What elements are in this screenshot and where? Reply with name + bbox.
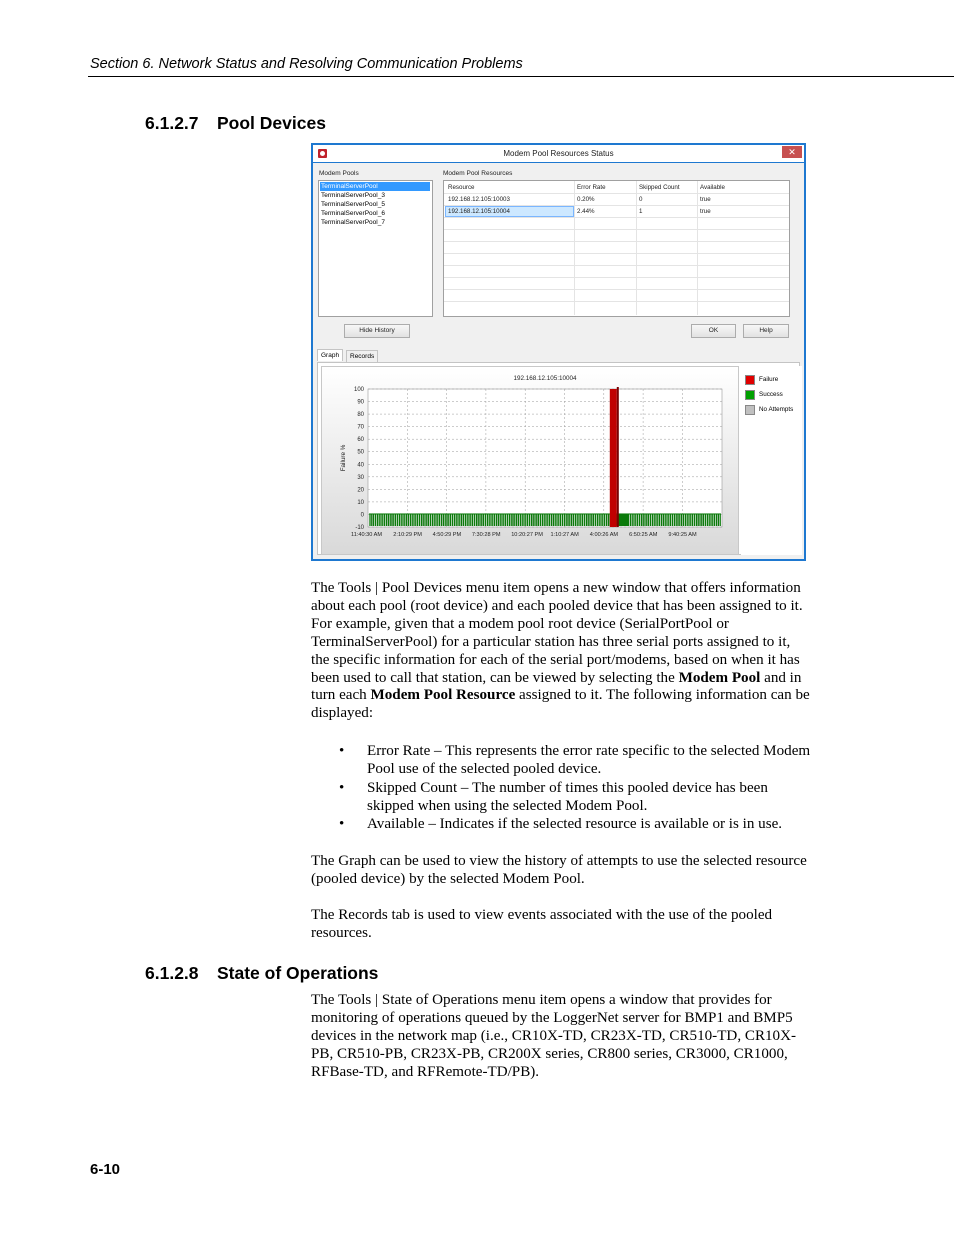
- resources-grid[interactable]: [443, 180, 790, 317]
- text-run: and in turn each: [311, 669, 802, 704]
- table-cell[interactable]: 0: [639, 196, 643, 203]
- ok-button[interactable]: OK: [691, 324, 736, 338]
- text-run: assigned to it. The following information can be displayed:: [311, 687, 810, 722]
- legend-label: No Attempts: [759, 406, 794, 413]
- pool-devices-description: [311, 580, 811, 723]
- section-number: 6.1.2.8: [145, 963, 199, 983]
- x-tick-label: 1:10:27 AM: [550, 532, 579, 538]
- y-tick-label: 100: [353, 387, 364, 393]
- x-tick-label: 9:40:25 AM: [668, 532, 697, 538]
- x-tick-label: 6:50:25 AM: [629, 532, 658, 538]
- legend-swatch: [745, 390, 755, 400]
- x-tick-label: 4:50:29 PM: [432, 532, 462, 538]
- legend-label: Failure: [759, 376, 779, 383]
- modem-pool-resources-window: [311, 143, 806, 561]
- y-axis-label: Failure %: [340, 444, 347, 472]
- state-of-operations-description: The Tools | State of Operations menu item opens a window that provides for monitoring of operations queued by the LoggerNet server for BMP1 and BMP5 devices in the network map (i.e., CR10X-TD, CR23X-TD, CR510-TD, CR10X-PB, CR510-PB, CR23X-PB, CR200X series, CR800 series, CR3000, CR1000, RFBase-TD, and RFRemote-TD/PB).: [311, 992, 797, 1080]
- graph-description: The Graph can be used to view the history of attempts to use the selected resource (pooled device) by the selected Modem Pool.: [311, 853, 807, 887]
- table-cell[interactable]: 2.44%: [577, 208, 595, 215]
- column-header-error-rate[interactable]: Error Rate: [577, 184, 606, 191]
- legend-swatch: [745, 375, 755, 385]
- section-title: State of Operations: [217, 963, 379, 983]
- table-cell[interactable]: 192.168.12.105:10004: [448, 208, 510, 215]
- records-description: The Records tab is used to view events associated with the use of the pooled resources.: [311, 907, 773, 941]
- bullet-text: Error Rate – This represents the error rate specific to the selected Modem Pool use of the selected pooled device.: [367, 743, 811, 778]
- bullet-item-error-rate: [311, 742, 811, 779]
- x-tick-label: 10:20:27 PM: [511, 532, 543, 538]
- modem-pool-item[interactable]: TerminalServerPool: [320, 182, 430, 191]
- window-title: Modem Pool Resources Status: [503, 149, 614, 158]
- graph-tab-pane: [317, 362, 800, 555]
- chart-title: 192.168.12.105:10004: [513, 375, 577, 382]
- history-chart: [321, 366, 739, 555]
- modem-pool-item[interactable]: TerminalServerPool_3: [321, 192, 385, 199]
- x-tick-label: 2:10:29 PM: [393, 532, 422, 538]
- info-bullet-list: [311, 742, 811, 833]
- bullet-item-skipped-count: [311, 779, 811, 816]
- plot-area: [368, 389, 722, 527]
- help-button[interactable]: Help: [743, 324, 789, 338]
- y-tick-label: 10: [357, 499, 364, 506]
- bullet-item-available: [311, 815, 811, 833]
- column-header-available[interactable]: Available: [700, 184, 725, 191]
- column-header-skipped-count[interactable]: Skipped Count: [639, 184, 680, 191]
- hide-history-button[interactable]: Hide History: [344, 324, 410, 338]
- section-number: 6.1.2.7: [145, 113, 199, 133]
- modem-pools-list[interactable]: [318, 180, 433, 317]
- section-heading-pool-devices: [145, 113, 326, 134]
- y-tick-label: 50: [357, 449, 364, 456]
- section-title: Pool Devices: [217, 113, 326, 133]
- column-header-resource[interactable]: Resource: [448, 184, 475, 191]
- failure-bar-side: [617, 387, 619, 527]
- x-tick-label: 4:00:26 AM: [589, 532, 619, 538]
- y-tick-label: 20: [357, 487, 364, 494]
- text-run: The Tools | Pool Devices menu item opens a new window that offers information about each pool (root device) and each pooled device that has been assigned to it. For example, given that a modem pool root device (SerialPortPool or TerminalServerPool) for a particular station has three serial ports assigned to it, the specific information for each of the serial port/modems, based on when it has been used to call that station, can be viewed by selecting the: [311, 580, 803, 686]
- x-tick-label: 7:30:28 PM: [471, 532, 501, 538]
- y-tick-label: 70: [357, 424, 364, 431]
- legend-swatch: [745, 405, 755, 415]
- table-cell[interactable]: true: [700, 208, 711, 215]
- y-tick-label: 60: [357, 437, 364, 444]
- y-tick-label: -10: [355, 525, 364, 531]
- modem-pool-item[interactable]: TerminalServerPool_6: [321, 210, 385, 217]
- bullet-icon: •: [339, 743, 345, 759]
- window-titlebar: [313, 145, 804, 162]
- modem-pool-resources-label: Modem Pool Resources: [443, 170, 513, 177]
- table-cell[interactable]: 0.20%: [577, 196, 595, 203]
- running-header: Section 6. Network Status and Resolving Communication Problems: [90, 56, 523, 72]
- y-tick-label: 30: [357, 474, 364, 481]
- success-band: [369, 513, 721, 526]
- bullet-icon: •: [339, 816, 345, 833]
- chart-legend: [741, 366, 802, 555]
- bullet-text: Available – Indicates if the selected resource is available or is in use.: [367, 816, 783, 833]
- bullet-text: Skipped Count – The number of times this pooled device has been skipped when using the selected Modem Pool.: [367, 779, 768, 814]
- table-cell[interactable]: true: [700, 196, 711, 203]
- table-cell[interactable]: 192.168.12.105:10003: [448, 196, 510, 203]
- x-tick-label: 11:40:30 AM: [351, 532, 382, 538]
- failure-bar: [610, 389, 617, 527]
- close-button[interactable]: ✕: [782, 146, 802, 158]
- table-cell[interactable]: 1: [639, 208, 643, 215]
- y-tick-label: 80: [357, 412, 364, 419]
- header-rule: [88, 76, 954, 77]
- tab-graph[interactable]: Graph: [317, 349, 343, 361]
- app-icon: [318, 149, 327, 158]
- bullet-icon: •: [339, 779, 345, 796]
- modem-pool-item[interactable]: TerminalServerPool_5: [321, 201, 385, 208]
- page-number: 6-10: [90, 1161, 121, 1178]
- bold-term-modem-pool-resource: Modem Pool Resource: [370, 687, 516, 704]
- history-chart-svg: [322, 367, 740, 556]
- y-tick-label: 0: [360, 512, 364, 519]
- modem-pool-item[interactable]: TerminalServerPool_7: [321, 219, 385, 226]
- y-tick-label: 40: [357, 462, 364, 469]
- modem-pools-label: Modem Pools: [319, 170, 359, 177]
- tab-records[interactable]: Records: [346, 350, 378, 362]
- y-tick-label: 90: [357, 399, 364, 406]
- bold-term-modem-pool: Modem Pool: [678, 669, 761, 686]
- section-heading-state-of-operations: [145, 963, 378, 984]
- legend-label: Success: [759, 391, 783, 398]
